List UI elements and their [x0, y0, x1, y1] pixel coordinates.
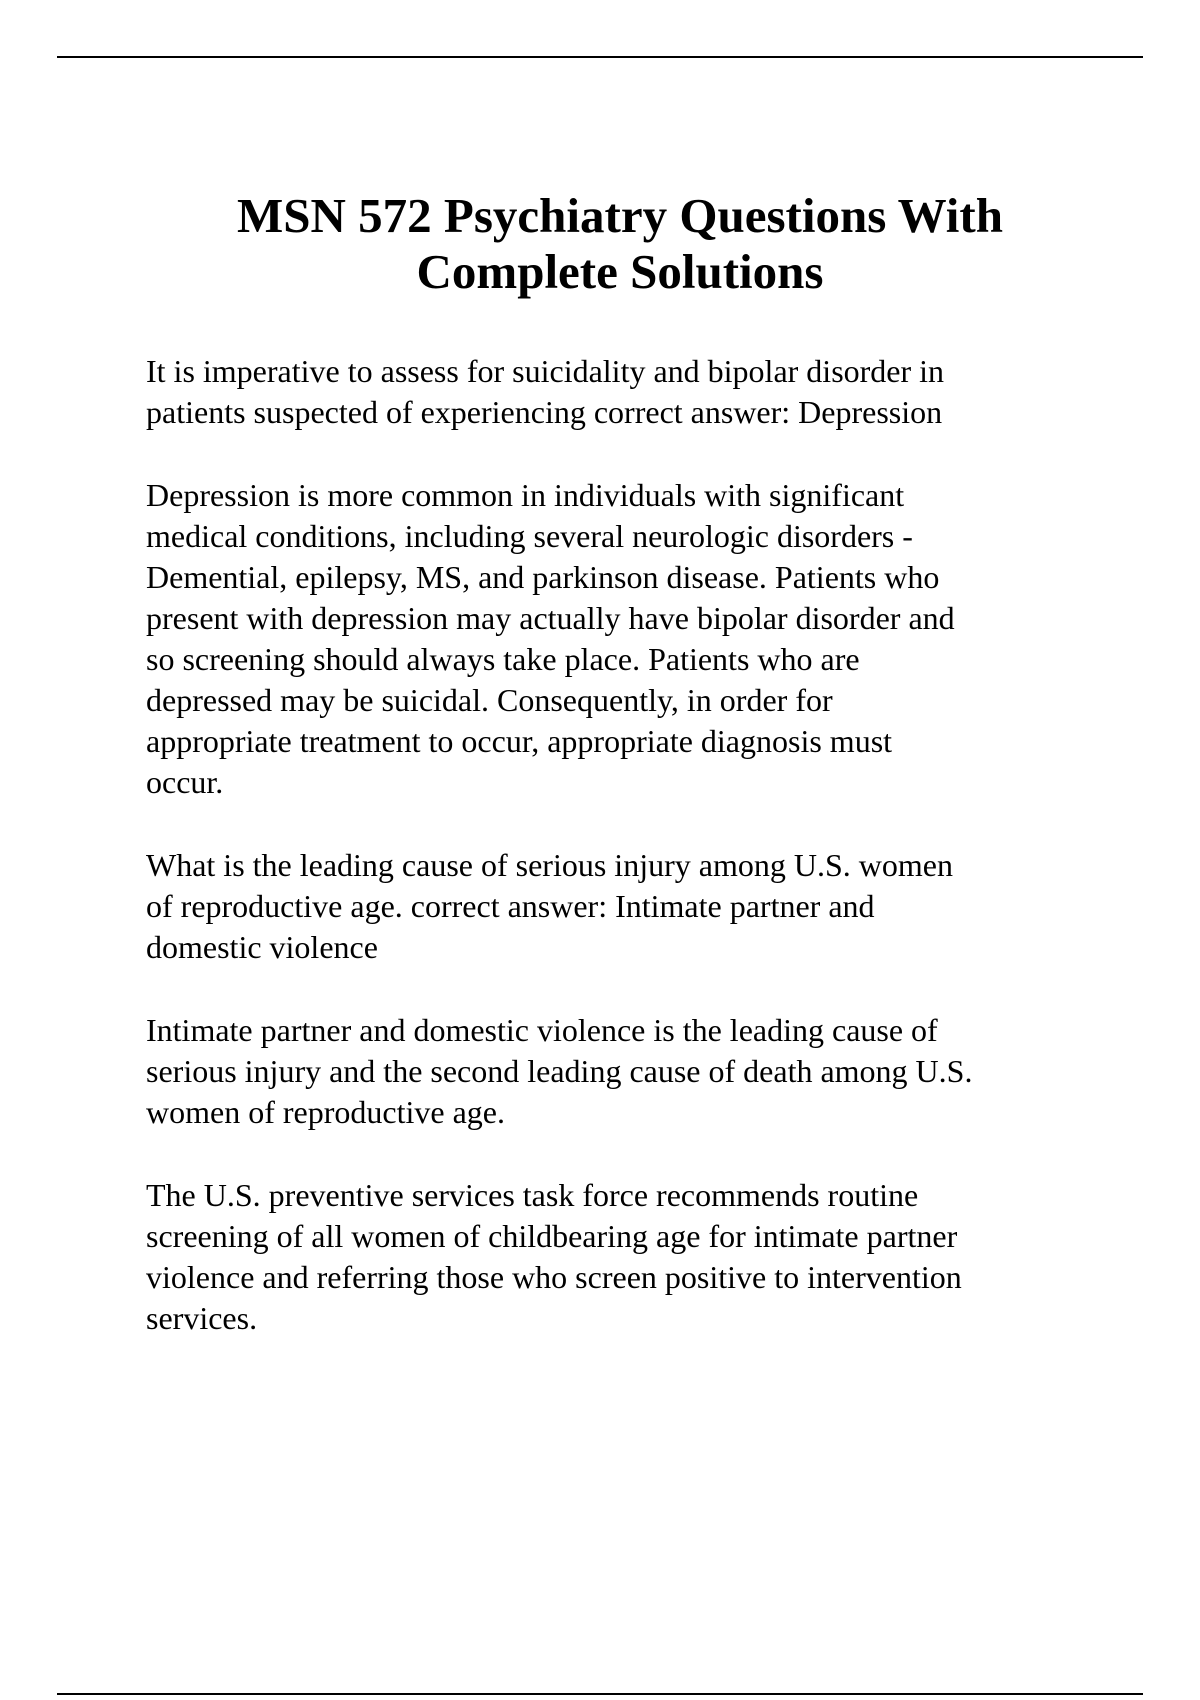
- text-line: domestic violence: [146, 929, 378, 965]
- page-title: [90, 188, 1150, 300]
- title-line: Complete Solutions: [416, 244, 824, 299]
- text-line: Intimate partner and domestic violence is the leading cause of: [146, 1012, 938, 1048]
- text-line: present with depression may actually have bipolar disorder and: [146, 600, 955, 636]
- text-line: of reproductive age. correct answer: Intimate partner and: [146, 888, 875, 924]
- text-line: patients suspected of experiencing correct answer: Depression: [146, 394, 943, 430]
- text-line: screening of all women of childbearing age for intimate partner: [146, 1218, 958, 1254]
- explanation-paragraph-depression: [146, 475, 1106, 803]
- text-line: It is imperative to assess for suicidality and bipolar disorder in: [146, 353, 945, 389]
- text-line: serious injury and the second leading cause of death among U.S.: [146, 1053, 973, 1089]
- question-paragraph-depression: [146, 351, 1106, 433]
- text-line: services.: [146, 1300, 258, 1336]
- text-line: appropriate treatment to occur, appropriate diagnosis must: [146, 723, 893, 759]
- text-line: medical conditions, including several neurologic disorders -: [146, 518, 913, 554]
- document-body: [146, 351, 1106, 1381]
- explanation-paragraph-screening: [146, 1175, 1106, 1339]
- title-line: MSN 572 Psychiatry Questions With: [237, 188, 1003, 243]
- text-line: What is the leading cause of serious injury among U.S. women: [146, 847, 953, 883]
- text-line: The U.S. preventive services task force recommends routine: [146, 1177, 919, 1213]
- text-line: violence and referring those who screen positive to intervention: [146, 1259, 962, 1295]
- question-paragraph-violence: [146, 845, 1106, 968]
- text-line: Depression is more common in individuals with significant: [146, 477, 905, 513]
- text-line: depressed may be suicidal. Consequently, in order for: [146, 682, 833, 718]
- explanation-paragraph-violence: [146, 1010, 1106, 1133]
- text-line: women of reproductive age.: [146, 1094, 505, 1130]
- text-line: occur.: [146, 764, 224, 800]
- text-line: Demential, epilepsy, MS, and parkinson disease. Patients who: [146, 559, 940, 595]
- text-line: so screening should always take place. Patients who are: [146, 641, 860, 677]
- bottom-divider: [57, 1693, 1143, 1695]
- top-divider: [57, 56, 1143, 58]
